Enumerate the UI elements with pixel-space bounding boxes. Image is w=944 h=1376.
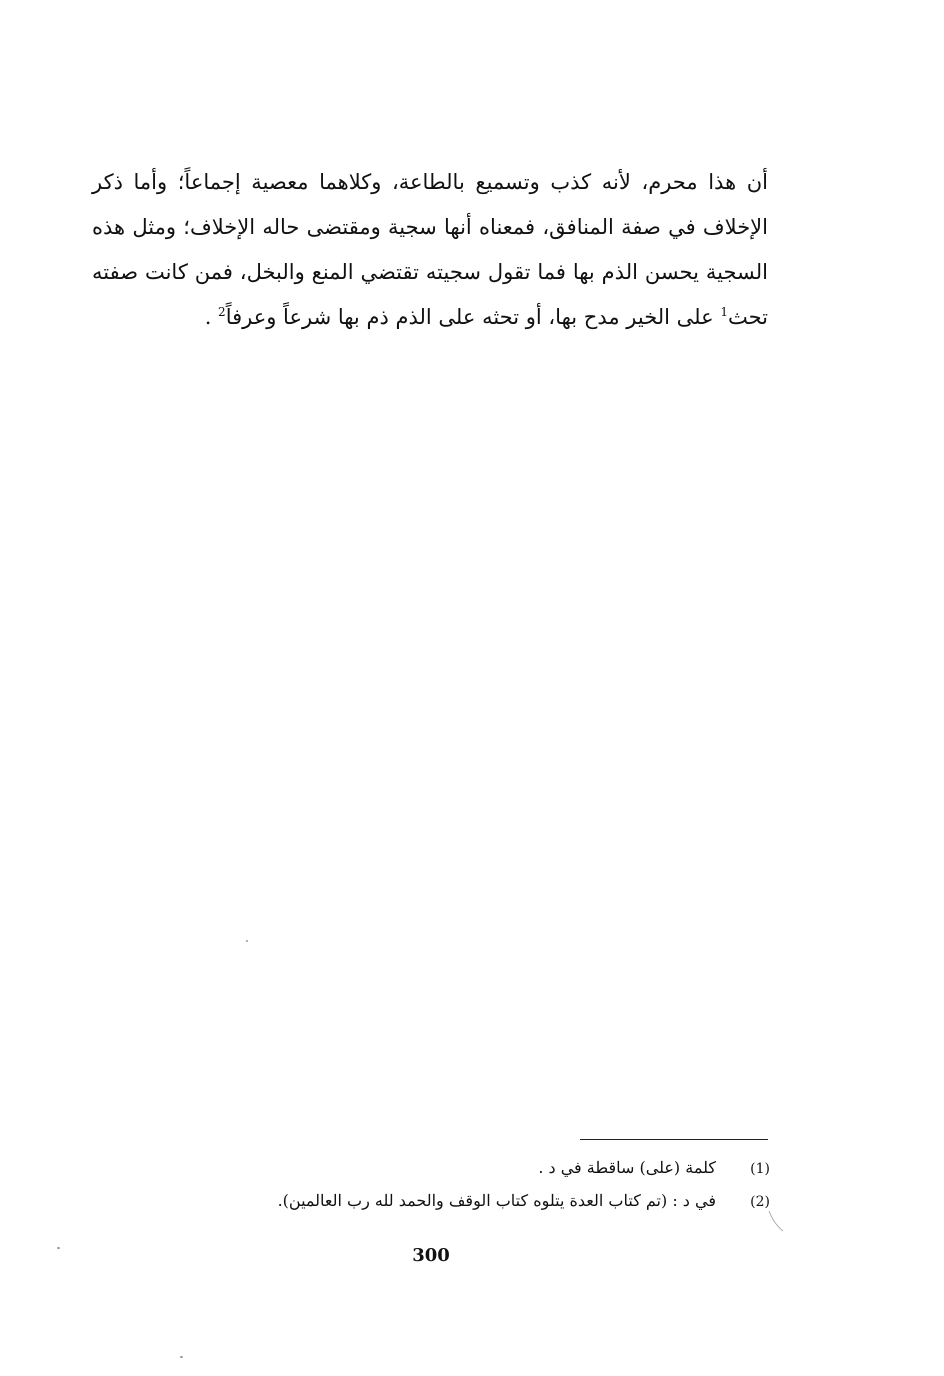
footnote-number: (2) [750,1194,770,1210]
paragraph-text: أن هذا محرم، لأنه كذب وتسميع بالطاعة، وكلاهما معصية إجماعاً؛ وأما ذكر الإخلاف في صفة المنافق، فمعناه أنها سجية ومقتضى حاله الإخلاف؛ ومثل هذه السجية يحسن الذم بها فما تقول سجيته تقتضي المنع والبخل، فمن كانت صفته تحث [92,170,768,329]
scan-speck [57,1247,60,1249]
footnotes [150,1152,770,1218]
footnote-separator [580,1139,768,1140]
scan-speck [180,1356,183,1358]
footnote-text: في د : (تم كتاب العدة يتلوه كتاب الوقف والحمد لله رب العالمين). [277,1191,716,1210]
footnote-marker-1: 1 [720,305,728,319]
scan-mark [768,1210,784,1232]
scan-speck [246,940,248,942]
footnote-text: كلمة (على) ساقطة في د . [538,1158,716,1177]
page-number: 300 [412,1245,450,1266]
paragraph-text: على الخير مدح بها، أو تحثه على الذم ذم بها شرعاً وعرفاً [225,305,721,329]
footnote-item [150,1185,770,1218]
main-paragraph [92,160,768,340]
footnote-marker-2: 2 [218,305,226,319]
footnote-item [150,1152,770,1185]
paragraph-text: . [204,305,219,329]
footnote-number: (1) [750,1161,770,1177]
